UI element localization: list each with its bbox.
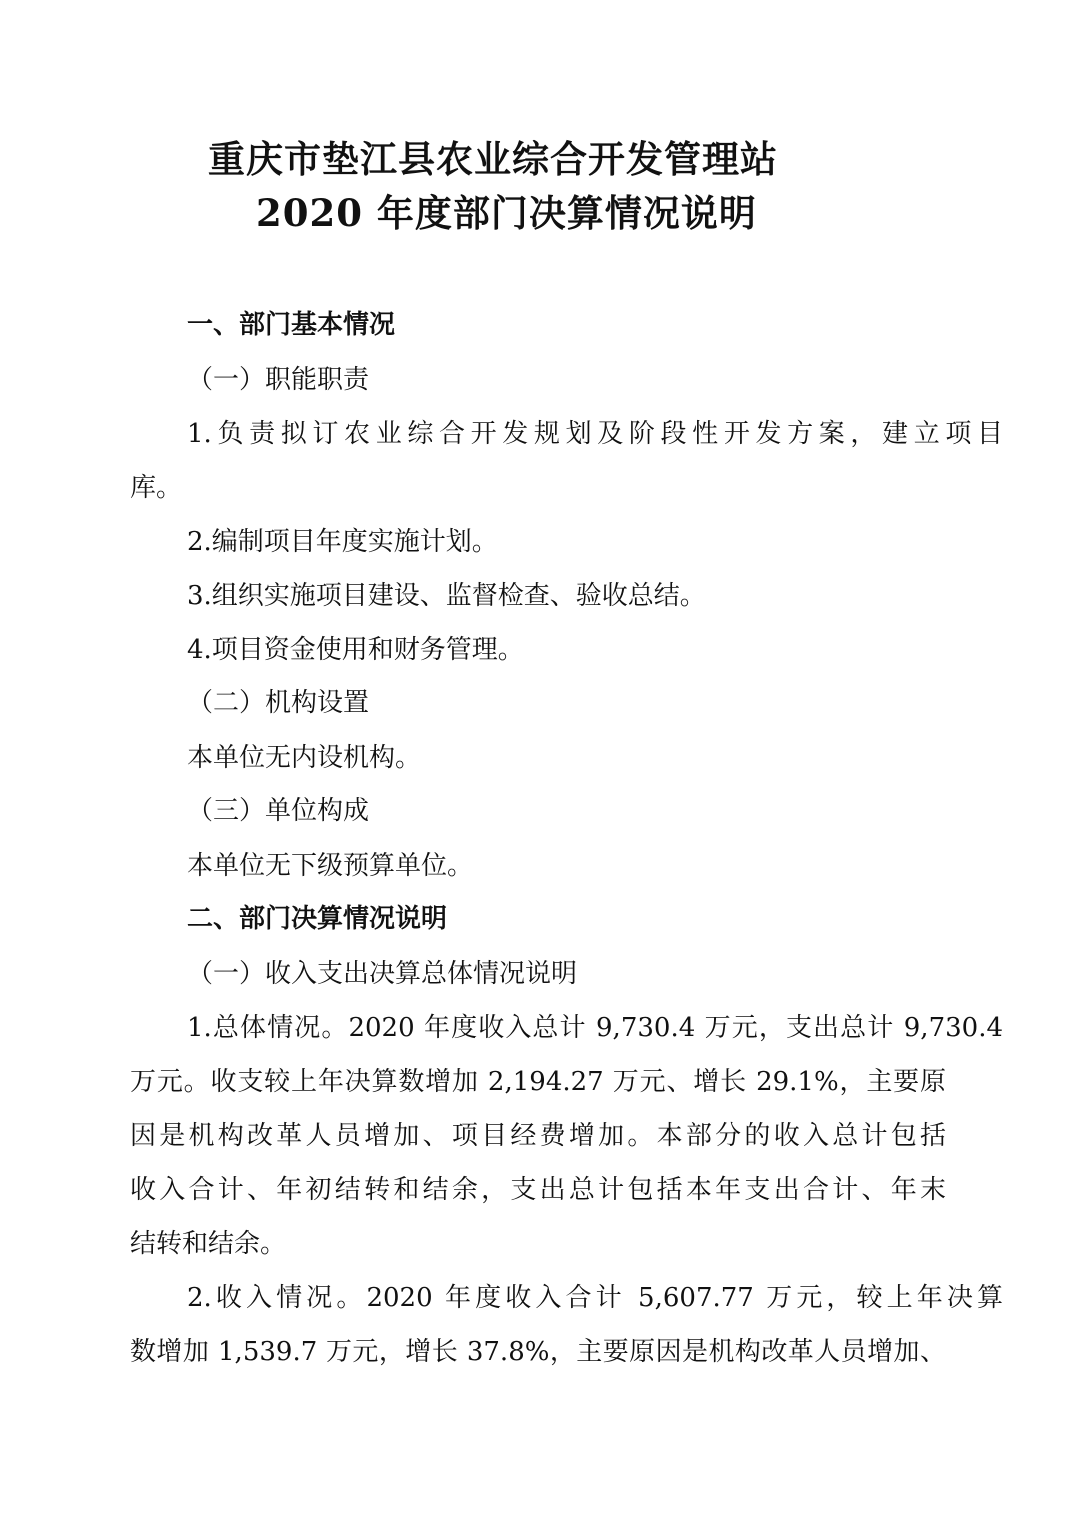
paragraph-line: 2.编制项目年度实施计划。: [187, 527, 498, 557]
paragraph-line: 1.总体情况。2020 年度收入总计 9,730.4 万元，支出总计 9,730.4: [187, 1013, 1003, 1043]
paragraph-line: 收入合计、年初结转和结余，支出总计包括本年支出合计、年末: [130, 1175, 946, 1205]
paragraph-line: 4.项目资金使用和财务管理。: [187, 635, 524, 665]
paragraph-line: 本单位无下级预算单位。: [187, 851, 474, 881]
subsection-heading-1-1: （一）职能职责: [187, 365, 370, 395]
paragraph-line: 结转和结余。: [130, 1229, 287, 1259]
section-heading-1: 一、部门基本情况: [187, 310, 396, 340]
paragraph-line: 库。: [130, 473, 183, 503]
paragraph-line: 因是机构改革人员增加、项目经费增加。本部分的收入总计包括: [130, 1121, 946, 1151]
section-heading-2: 二、部门决算情况说明: [187, 904, 448, 934]
paragraph-line: 3.组织实施项目建设、监督检查、验收总结。: [187, 581, 706, 611]
paragraph-line: 数增加 1,539.7 万元，增长 37.8%，主要原因是机构改革人员增加、: [130, 1337, 946, 1367]
paragraph-line: 1.负责拟订农业综合开发规划及阶段性开发方案，建立项目: [187, 419, 1003, 449]
paragraph-line: 2.收入情况。2020 年度收入合计 5,607.77 万元，较上年决算: [187, 1283, 1003, 1313]
subsection-heading-1-2: （二）机构设置: [187, 688, 370, 718]
subsection-heading-1-3: （三）单位构成: [187, 796, 370, 826]
subsection-heading-2-1: （一）收入支出决算总体情况说明: [187, 959, 578, 989]
paragraph-line: 本单位无内设机构。: [187, 743, 422, 773]
document-title-line-1: 重庆市垫江县农业综合开发管理站: [208, 137, 778, 181]
document-title-line-2: 2020 年度部门决算情况说明: [256, 191, 757, 235]
paragraph-line: 万元。收支较上年决算数增加 2,194.27 万元、增长 29.1%，主要原: [130, 1067, 946, 1097]
